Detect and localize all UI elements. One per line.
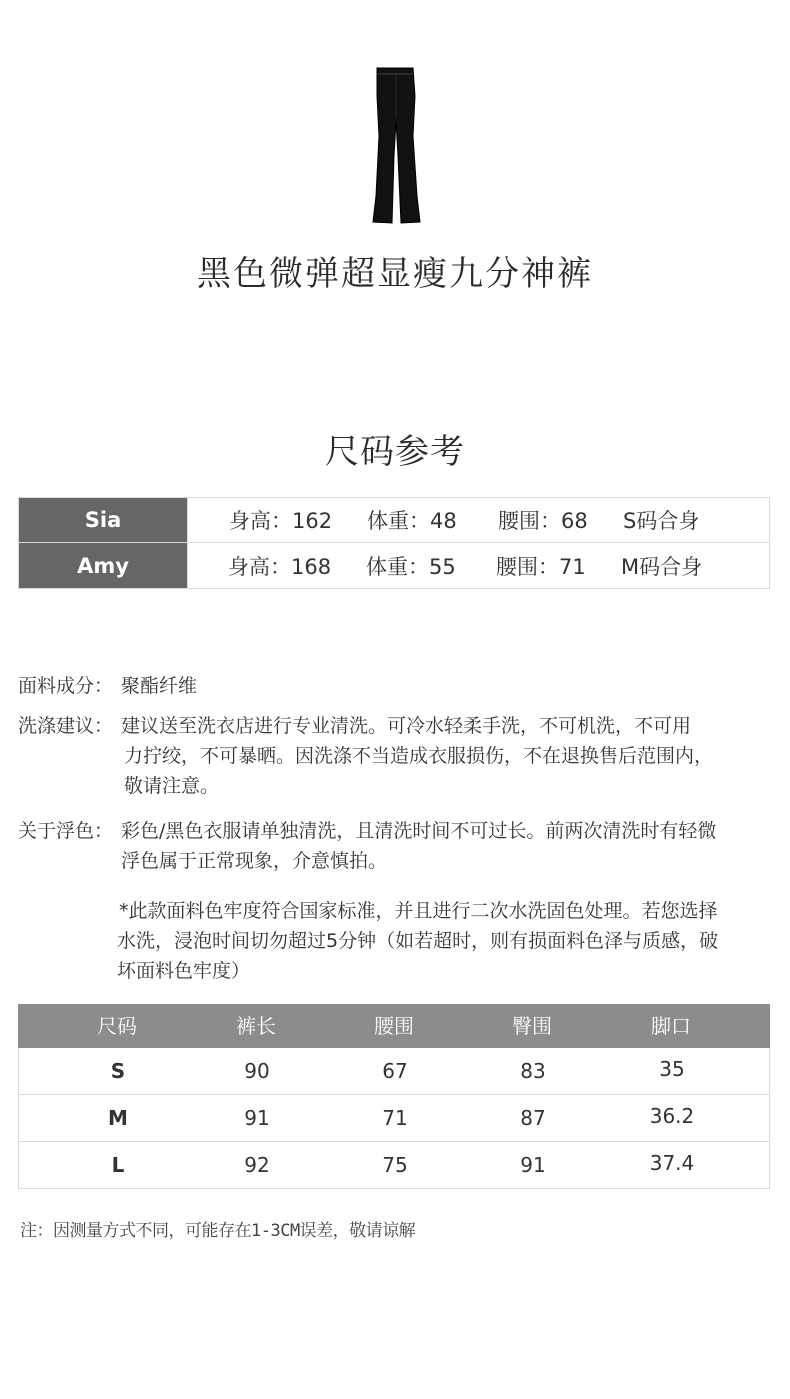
- fabric-label: 面料成分：: [18, 675, 114, 697]
- model-row-sia: [18, 497, 770, 543]
- table-row: [18, 1048, 770, 1095]
- colorfast-note-line: *此款面料色牢度符合国家标准，并且进行二次水洗固色处理。若您选择: [119, 900, 718, 922]
- hip-cell: 87: [520, 1106, 546, 1130]
- product-title: 黑色微弹超显瘦九分神裤: [197, 254, 593, 294]
- hem-cell: 35: [659, 1057, 685, 1081]
- header-hem: 脚口: [651, 1014, 691, 1038]
- model-weight: 体重：48: [367, 509, 457, 533]
- model-name: Sia: [19, 498, 188, 542]
- header-size: 尺码: [97, 1014, 137, 1038]
- model-weight: 体重：55: [366, 554, 456, 579]
- table-row: [18, 1095, 770, 1142]
- header-hip: 臀围: [512, 1014, 552, 1038]
- colorfast-note-line: 坏面料色牢度）: [117, 960, 251, 982]
- wash-line: 建议送至洗衣店进行专业清洗。可冷水轻柔手洗，不可机洗，不可用: [121, 715, 692, 737]
- measurement-note: 注：因测量方式不同，可能存在1-3CM误差，敬请谅解: [20, 1221, 416, 1241]
- wash-line: 力拧绞，不可暴晒。因洗涤不当造成衣服损伤，不在退换售后范围内，: [124, 745, 714, 767]
- size-cell: L: [111, 1153, 125, 1177]
- header-waist: 腰围: [374, 1014, 414, 1038]
- model-waist: 腰围：71: [496, 554, 586, 579]
- model-height: 身高：162: [229, 509, 333, 533]
- size-cell: M: [108, 1106, 128, 1130]
- color-line: 浮色属于正常现象，介意慎拍。: [121, 850, 388, 872]
- color-label: 关于浮色：: [18, 820, 114, 842]
- size-reference-title: 尺码参考: [325, 432, 465, 472]
- length-cell: 92: [244, 1153, 270, 1177]
- hip-cell: 83: [520, 1059, 546, 1083]
- waist-cell: 75: [382, 1153, 408, 1177]
- model-fit: S码合身: [623, 509, 700, 533]
- hip-cell: 91: [520, 1153, 546, 1177]
- wash-label: 洗涤建议：: [18, 715, 114, 737]
- size-cell: S: [110, 1059, 126, 1083]
- hem-cell: 36.2: [649, 1104, 695, 1128]
- wash-line: 敬请注意。: [124, 775, 220, 797]
- size-chart-header: [18, 1004, 770, 1048]
- pants-illustration-icon: [368, 66, 424, 226]
- table-row: [18, 1142, 770, 1189]
- size-chart-table: [18, 1004, 770, 1189]
- length-cell: 91: [244, 1106, 270, 1130]
- model-waist: 腰围：68: [498, 509, 588, 533]
- model-row-amy: [18, 543, 770, 589]
- colorfast-note-line: 水洗，浸泡时间切勿超过5分钟（如若超时，则有损面料色泽与质感，破: [117, 930, 719, 952]
- header-length: 裤长: [236, 1014, 276, 1038]
- color-line: 彩色/黑色衣服请单独清洗，且清洗时间不可过长。前两次清洗时有轻微: [121, 820, 717, 842]
- waist-cell: 67: [382, 1059, 408, 1083]
- hem-cell: 37.4: [649, 1151, 695, 1175]
- model-height: 身高：168: [228, 554, 332, 579]
- model-name: Amy: [19, 543, 188, 588]
- model-fit: M码合身: [621, 554, 703, 579]
- model-size-table: [18, 497, 770, 589]
- product-info: [18, 671, 778, 991]
- fabric-value: 聚酯纤维: [121, 675, 198, 697]
- waist-cell: 71: [382, 1106, 408, 1130]
- length-cell: 90: [244, 1059, 270, 1083]
